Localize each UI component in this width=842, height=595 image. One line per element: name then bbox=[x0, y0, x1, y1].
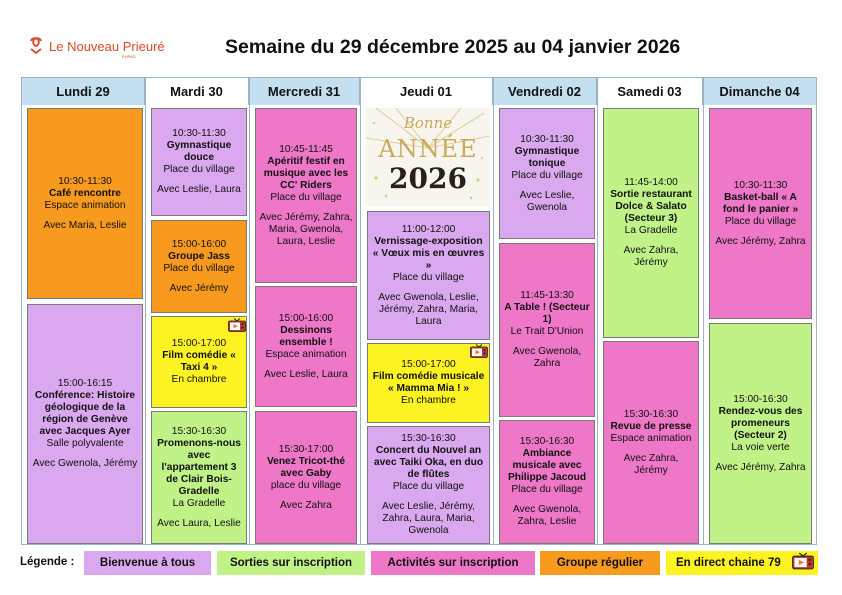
event-place: La voie verte bbox=[731, 441, 790, 453]
event-time: 15:30-17:00 bbox=[278, 443, 334, 455]
column-divider bbox=[493, 77, 494, 545]
event-name: Rendez-vous des promeneurs (Secteur 2) bbox=[718, 405, 803, 441]
event-staff: Avec Gwenola, Jérémy bbox=[32, 458, 138, 469]
event-place: Place du village bbox=[392, 271, 465, 283]
event-card bbox=[151, 411, 247, 544]
day-header-sunday: Dimanche 04 bbox=[703, 78, 816, 105]
event-time: 15:00-17:00 bbox=[401, 359, 456, 370]
legend-activities: Activités sur inscription bbox=[371, 551, 535, 575]
legend-regular-group: Groupe régulier bbox=[540, 551, 660, 575]
event-place: La Gradelle bbox=[624, 225, 678, 236]
event-card bbox=[499, 243, 595, 417]
event-name: Promenons-nous avec l'appartement 3 de Clair Bois-Gradelle bbox=[157, 437, 241, 497]
event-place: En chambre bbox=[171, 374, 227, 385]
event-time: 15:30-16:30 bbox=[171, 425, 227, 437]
event-time: 11:00-12:00 bbox=[401, 223, 456, 235]
event-card bbox=[367, 211, 490, 340]
tv-icon bbox=[228, 318, 246, 332]
event-time: 15:00-16:00 bbox=[278, 312, 334, 324]
event-name: A Table ! (Secteur 1) bbox=[504, 302, 590, 325]
legend-live-channel: En direct chaine 79 bbox=[666, 551, 818, 575]
event-staff: Avec Leslie, Laura bbox=[157, 184, 241, 195]
event-name: Gymnastique tonique bbox=[514, 145, 580, 169]
event-card bbox=[499, 420, 595, 544]
event-place: Salle polyvalente bbox=[46, 438, 124, 449]
event-place: Place du village bbox=[511, 484, 583, 495]
event-name: Gymnastique douce bbox=[166, 140, 232, 163]
event-staff: Avec Laura, Leslie bbox=[157, 517, 241, 529]
event-staff: Avec Jérémy bbox=[169, 282, 229, 294]
event-staff: Avec Leslie, Laura bbox=[264, 368, 348, 380]
event-card bbox=[709, 108, 812, 319]
legend-outings: Sorties sur inscription bbox=[217, 551, 365, 575]
event-place: Place du village bbox=[724, 215, 797, 227]
event-name: Vernissage-exposition « Vœux mis en œuvres » bbox=[372, 235, 485, 271]
event-place: Le Trait D'Union bbox=[510, 326, 584, 337]
new-year-word2: ANNÉE bbox=[378, 135, 478, 163]
event-time: 15:30-16:30 bbox=[519, 436, 575, 447]
event-name: Sortie restaurant Dolce & Salato (Secteur 3) bbox=[610, 189, 692, 224]
event-place: Place du village bbox=[270, 191, 342, 203]
new-year-year: 2026 bbox=[389, 162, 467, 195]
event-card bbox=[499, 108, 595, 239]
day-header-thursday: Jeudi 01 bbox=[360, 78, 493, 105]
event-staff: Avec Zahra, Jérémy bbox=[623, 245, 679, 268]
new-year-image bbox=[366, 108, 490, 206]
event-time: 10:30-11:30 bbox=[520, 133, 574, 145]
event-place: La Gradelle bbox=[172, 497, 226, 509]
event-name: Dessinons ensemble ! bbox=[279, 324, 333, 348]
event-time: 15:00-17:00 bbox=[171, 338, 227, 349]
event-name: Revue de presse bbox=[610, 420, 692, 432]
legend-welcome-all: Bienvenue à tous bbox=[84, 551, 211, 575]
event-staff: Avec Gwenola, Zahra, Leslie bbox=[512, 504, 582, 527]
event-time: 15:00-16:00 bbox=[171, 238, 227, 250]
day-header-saturday: Samedi 03 bbox=[597, 78, 703, 105]
event-staff: Avec Maria, Leslie bbox=[43, 219, 127, 231]
new-year-word1: Bonne bbox=[403, 114, 453, 132]
event-card bbox=[151, 108, 247, 216]
event-time: 15:30-16:30 bbox=[401, 433, 456, 444]
event-card bbox=[27, 108, 143, 299]
event-place: Place du village bbox=[163, 164, 235, 175]
event-name: Ambiance musicale avec Philippe Jacoud bbox=[507, 448, 587, 483]
event-place: Espace animation bbox=[610, 432, 692, 444]
event-name: Conférence: Histoire géologique de la région de Genève avec Jacques Ayer bbox=[34, 390, 136, 437]
event-name: Venez Tricot-thé avec Gaby bbox=[266, 455, 346, 479]
event-card bbox=[151, 220, 247, 313]
event-place: Espace animation bbox=[265, 348, 347, 360]
column-divider bbox=[249, 77, 250, 545]
event-place: En chambre bbox=[401, 395, 456, 406]
column-divider bbox=[597, 77, 598, 545]
event-time: 15:00-16:30 bbox=[733, 393, 788, 405]
event-card bbox=[255, 411, 357, 544]
event-card bbox=[603, 341, 699, 544]
event-name: Basket-ball « A fond le panier » bbox=[722, 191, 799, 215]
page-title: Semaine du 29 décembre 2025 au 04 janvier 2026 bbox=[225, 36, 681, 58]
event-card bbox=[27, 304, 143, 544]
day-header-monday: Lundi 29 bbox=[22, 78, 145, 105]
event-name: Film comédie « Taxi 4 » bbox=[162, 350, 236, 373]
column-divider bbox=[360, 77, 361, 545]
tv-icon bbox=[470, 344, 488, 358]
logo bbox=[26, 37, 165, 55]
event-time: 15:30-16:30 bbox=[623, 408, 679, 420]
event-staff: Avec Zahra, Jérémy bbox=[623, 452, 679, 476]
event-time: 10:30-11:30 bbox=[733, 179, 788, 191]
event-place: Place du village bbox=[511, 169, 583, 181]
event-time: 11:45-14:00 bbox=[624, 177, 678, 188]
day-header-wednesday: Mercredi 31 bbox=[249, 78, 360, 105]
column-divider bbox=[145, 77, 146, 545]
event-place: Place du village bbox=[392, 481, 465, 492]
tv-icon bbox=[792, 552, 814, 570]
event-name: Groupe Jass bbox=[168, 250, 230, 262]
legend-label: Légende : bbox=[20, 556, 75, 568]
event-time: 10:30-11:30 bbox=[58, 175, 112, 187]
event-place: place du village bbox=[270, 479, 342, 491]
event-time: 15:00-16:15 bbox=[57, 378, 113, 389]
event-time: 10:45-11:45 bbox=[279, 143, 333, 155]
event-name: Film comédie musicale « Mamma Mia ! » bbox=[372, 371, 485, 394]
event-time: 10:30-11:30 bbox=[172, 128, 226, 139]
event-time: 11:45-13:30 bbox=[520, 290, 574, 301]
event-card bbox=[255, 286, 357, 407]
logo-subtitle: EHPAD bbox=[122, 54, 136, 59]
event-card bbox=[255, 108, 357, 283]
day-header-friday: Vendredi 02 bbox=[493, 78, 597, 105]
event-staff: Avec Gwenola, Leslie, Jérémy, Zahra, Maria, Laura bbox=[378, 291, 479, 327]
event-staff: Avec Leslie, Jérémy, Zahra, Laura, Maria, Gwenola bbox=[381, 501, 476, 536]
event-staff: Avec Jérémy, Zahra, Maria, Gwenola, Laura, Leslie bbox=[259, 211, 353, 247]
event-staff: Avec Zahra bbox=[280, 499, 332, 511]
event-card bbox=[603, 108, 699, 338]
event-place: Place du village bbox=[163, 262, 235, 274]
event-name: Café rencontre bbox=[49, 187, 121, 199]
event-card bbox=[709, 323, 812, 544]
event-staff: Avec Jérémy, Zahra bbox=[715, 461, 806, 473]
event-name: Apéritif festif en musique avec les CC' Riders bbox=[263, 155, 349, 191]
day-header-tuesday: Mardi 30 bbox=[145, 78, 249, 105]
event-staff: Avec Gwenola, Zahra bbox=[512, 346, 582, 369]
event-name: Concert du Nouvel an avec Taiki Oka, en duo de flûtes bbox=[373, 445, 484, 480]
event-staff: Avec Jérémy, Zahra bbox=[715, 235, 806, 247]
event-place: Espace animation bbox=[44, 199, 126, 211]
logo-text: Le Nouveau Prieuré bbox=[49, 38, 165, 54]
column-divider bbox=[703, 77, 704, 545]
event-card bbox=[367, 426, 490, 544]
event-staff: Avec Leslie, Gwenola bbox=[519, 189, 575, 213]
logo-icon bbox=[26, 37, 46, 55]
